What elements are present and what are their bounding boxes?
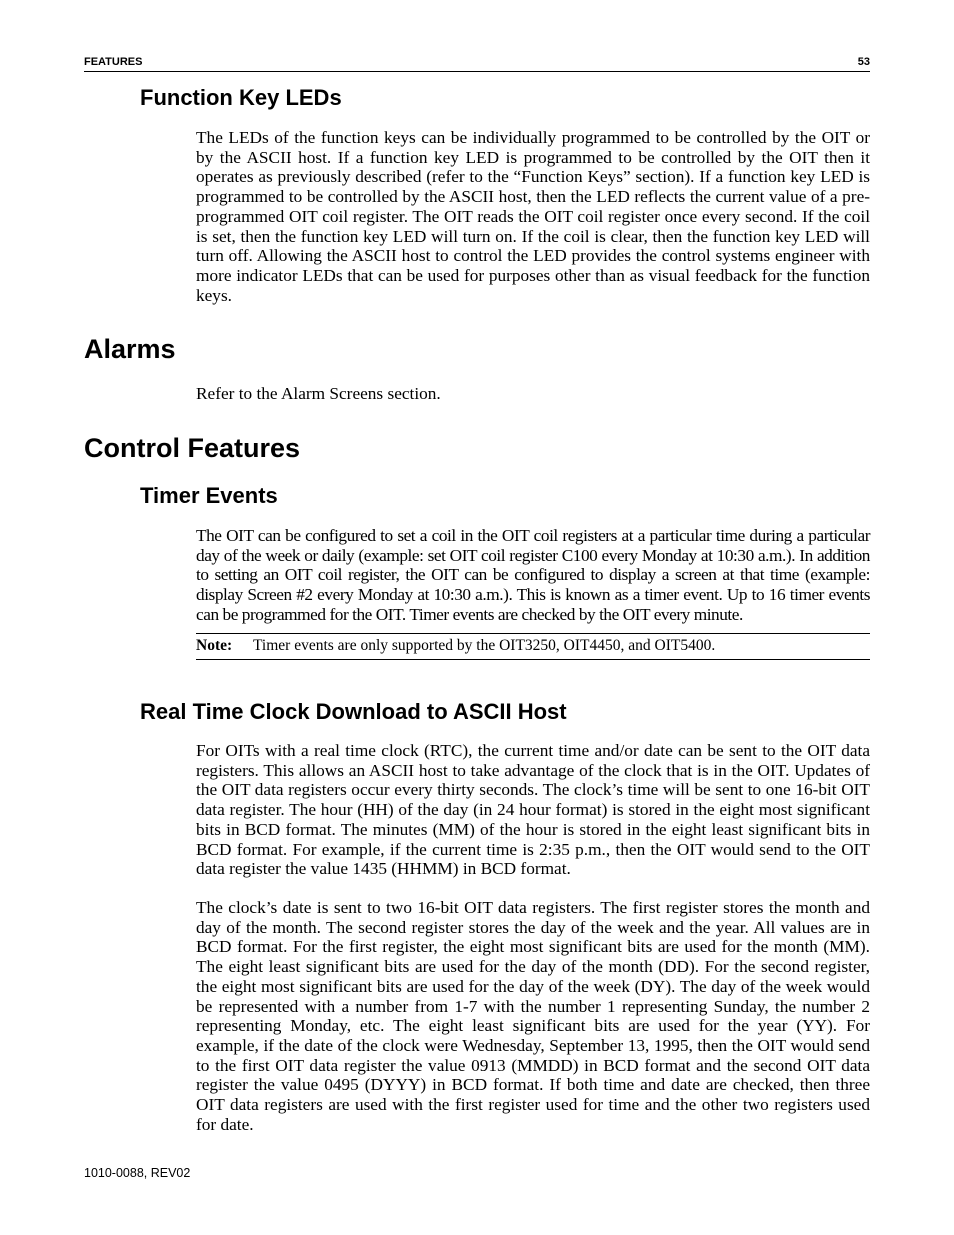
timer-events-note: [196, 633, 870, 660]
timer-events-heading: Timer Events: [140, 483, 278, 508]
rtc-download-paragraph-1: For OITs with a real time clock (RTC), the current time and/or date can be sent to the OIT data registers. This allows an ASCII host to take advantage of the clock that is in the OIT. Updates of the OIT data registers occur every thirty seconds. The clock’s time will be sent to one 16-bit OIT data register. The hour (HH) of the day (in 24 hour format) is stored in the eight most significant bits in BCD format. The minutes (MM) of the hour is stored in the eight least significant bits in BCD format. For example, if the current time is 2:35 p.m., then the OIT would send to the OIT data register the value 1435 (HHMM) in BCD format.: [196, 741, 870, 879]
control-features-heading: Control Features: [84, 433, 301, 463]
alarms-heading: Alarms: [84, 334, 176, 364]
rtc-download-heading: Real Time Clock Download to ASCII Host: [140, 699, 567, 724]
timer-events-paragraph: The OIT can be configured to set a coil in the OIT coil registers at a particular time during a particular day of the week or daily (example: set OIT coil register C100 every Monday at 10:30 a.m.). In addition to setting an OIT coil register, the OIT can be configured to display a screen at that time (example: display Screen #2 every Monday at 10:30 a.m.). This is known as a timer event. Up to 16 timer events can be programmed for the OIT. Timer events are checked by the OIT every minute.: [196, 526, 870, 624]
alarms-paragraph: Refer to the Alarm Screens section.: [196, 384, 441, 403]
function-key-leds-heading: Function Key LEDs: [140, 85, 342, 110]
note-label: Note:: [196, 637, 233, 654]
document-id: 1010-0088, REV02: [84, 1166, 191, 1180]
note-text: Timer events are only supported by the OIT3250, OIT4450, and OIT5400.: [253, 637, 716, 654]
header-section-title: FEATURES: [84, 56, 143, 68]
page-number: 53: [857, 56, 870, 68]
page-header: [84, 55, 870, 72]
function-key-leds-paragraph: The LEDs of the function keys can be individually programmed to be controlled by the OIT or by the ASCII host. If a function key LED is programmed to be controlled by the OIT then it operates as previously described (refer to the “Function Keys” section). If a function key LED is programmed to be controlled by the ASCII host, then the LED reflects the current value of a pre-programmed OIT coil register. The OIT reads the OIT coil register once every second. If the coil is set, then the function key LED will turn on. If the coil is clear, then the function key LED will turn off. Allowing the ASCII host to control the LED provides the control systems engineer with more indicator LEDs that can be used for purposes other than as visual feedback for the function keys.: [196, 128, 870, 305]
rtc-download-paragraph-2: The clock’s date is sent to two 16-bit OIT data registers. The first register stores the month and day of the month. The second register stores the day of the week and the year. All values are in BCD format. For the first register, the eight most significant bits are used for the month (MM). The eight least significant bits are used for the day of the month (DD). For the second register, the eight most significant bits are used for the day of the week (DY). The day of the week would be represented with a number from 1-7 with the number 1 representing Sunday, the number 2 representing Monday, etc. The eight least significant bits are used for the year (YY). For example, if the date of the clock were Wednesday, September 13, 1995, then the OIT would send to the first OIT data register the value 0913 (MMDD) in BCD format and the second OIT data register the value 0495 (DYYY) in BCD format. If both time and date are checked, then three OIT data registers are used with the first register used for time and the other two registers used for date.: [196, 898, 870, 1134]
